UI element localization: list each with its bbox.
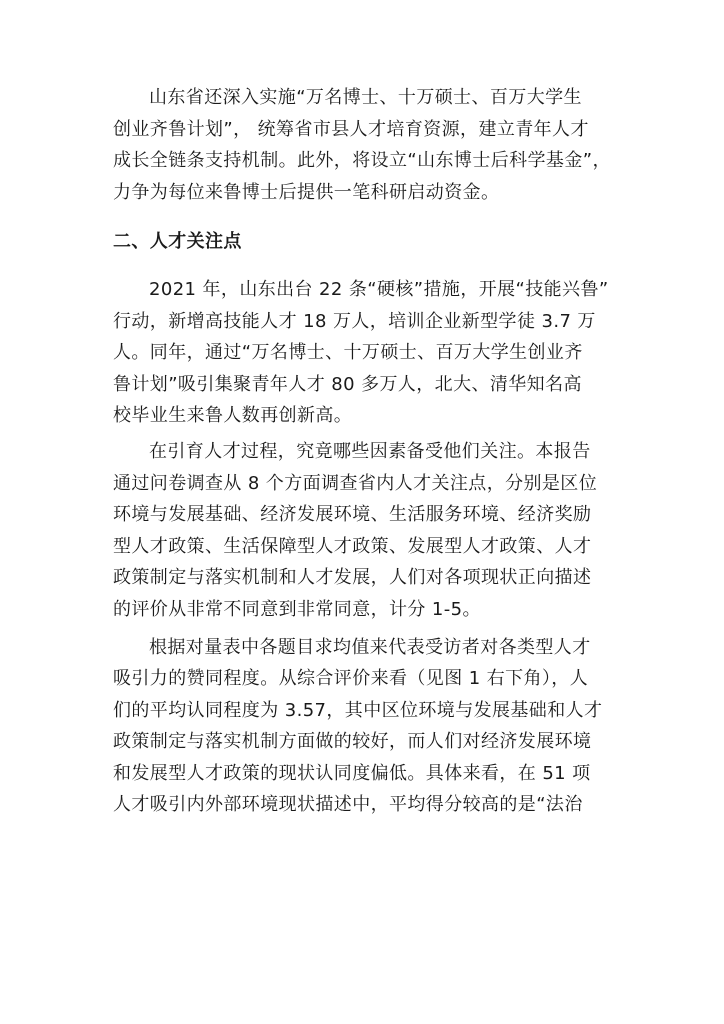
text-line: 型人才政策、生活保障型人才政策、发展型人才政策、人才	[113, 535, 592, 557]
text-line: 根据对量表中各题目求均值来代表受访者对各类型人才	[149, 636, 591, 658]
text-line: 2021 年，山东出台 22 条“硬核”措施，开展“技能兴鲁”	[149, 278, 609, 300]
paragraph-2021-measures	[113, 274, 613, 432]
text-line: 创业齐鲁计划”， 统筹省市县人才培育资源，建立青年人才	[113, 118, 589, 140]
text-line: 山东省还深入实施“万名博士、十万硕士、百万大学生	[149, 87, 582, 108]
text-line: 通过问卷调查从 8 个方面调查省内人才关注点，分别是区位	[113, 472, 598, 494]
paragraph-talent-programs	[113, 82, 613, 208]
text-line: 环境与发展基础、经济发展环境、生活服务环境、经济奖励	[113, 504, 592, 526]
document-body	[113, 82, 613, 821]
text-line: 成长全链条支持机制。此外，将设立“山东博士后科学基金”，	[113, 150, 611, 172]
text-line: 吸引力的赞同程度。从综合评价来看（见图 1 右下角），人	[113, 668, 589, 690]
text-line: 人才吸引内外部环境现状描述中，平均得分较高的是“法治	[113, 794, 583, 816]
paragraph-survey-results	[113, 632, 613, 822]
paragraph-survey-method	[113, 436, 613, 626]
text-line: 力争为每位来鲁博士后提供一笔科研启动资金。	[113, 181, 500, 203]
text-line: 人。同年，通过“万名博士、十万硕士、百万大学生创业齐	[113, 342, 583, 364]
text-line: 在引育人才过程，究竟哪些因素备受他们关注。本报告	[149, 440, 591, 462]
text-line: 政策制定与落实机制和人才发展，人们对各项现状正向描述	[113, 567, 592, 589]
text-line: 政策制定与落实机制方面做的较好，而人们对经济发展环境	[113, 731, 592, 753]
text-line: 校毕业生来鲁人数再创新高。	[113, 405, 353, 427]
text-line: 的评价从非常不同意到非常同意，计分 1-5。	[113, 598, 481, 620]
text-line: 鲁计划”吸引集聚青年人才 80 多万人，北大、清华知名高	[113, 373, 582, 395]
text-line: 和发展型人才政策的现状认同度偏低。具体来看，在 51 项	[113, 762, 591, 784]
text-line: 行动，新增高技能人才 18 万人，培训企业新型学徒 3.7 万	[113, 310, 596, 332]
text-line: 们的平均认同程度为 3.57，其中区位环境与发展基础和人才	[113, 699, 603, 721]
section-heading: 二、人才关注点	[113, 231, 242, 253]
